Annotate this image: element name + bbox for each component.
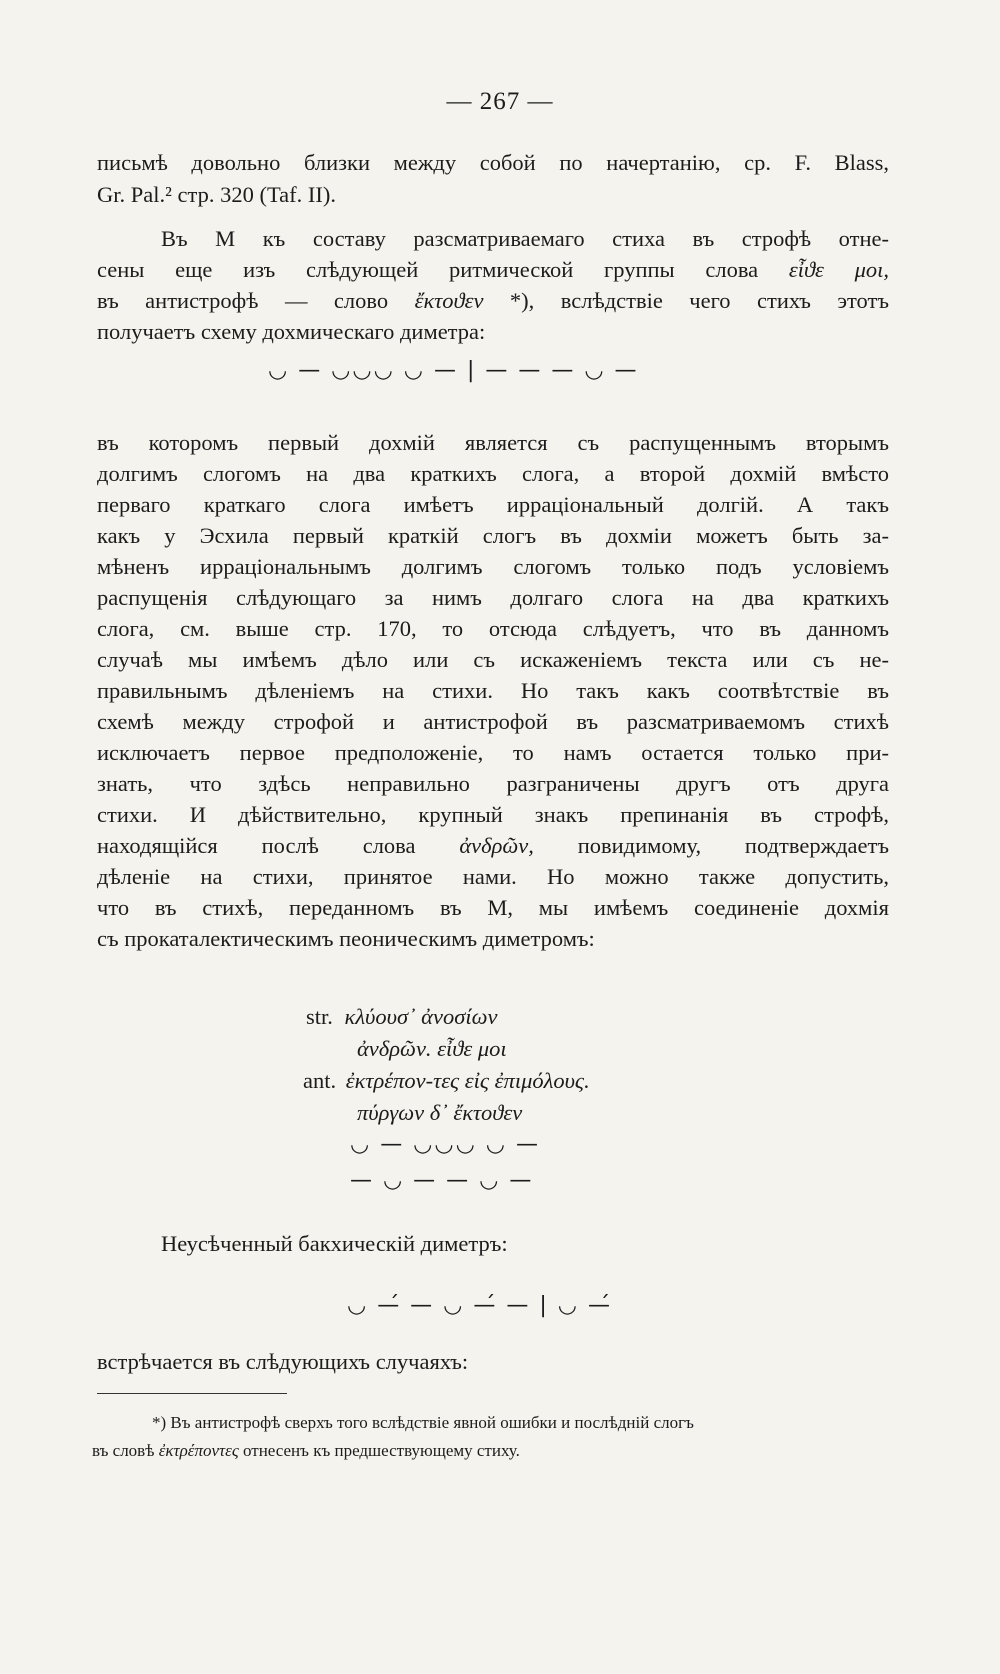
text-line: долгимъ слогомъ на два краткихъ слога, а второй дохмій вмѣсто [97, 461, 889, 486]
greek-word: εἶϑε μοι, [788, 257, 889, 282]
footnote-line: *) Въ антистрофѣ сверхъ того вслѣдствіе явной ошибки и послѣдній слогъ [152, 1413, 694, 1432]
greek-word: ἀνδρῶν, [459, 833, 534, 858]
footnote-rule [97, 1393, 287, 1394]
text-line: что въ стихѣ, переданномъ въ M, мы имѣемъ соединеніе дохмія [97, 895, 889, 920]
text-line: сены еще изъ слѣдующей ритмической группы слова εἶϑε μοι, [97, 257, 889, 282]
page-number: — 267 — [446, 88, 554, 115]
greek-word: ἐκτρέποντες [158, 1441, 239, 1460]
text-line: случаѣ мы имѣемъ дѣло или съ искаженіемъ текста или съ не- [97, 647, 889, 672]
text-line: слога, см. выше стр. 170, то отсюда слѣдуетъ, что въ данномъ [97, 616, 889, 641]
text-line: правильнымъ дѣленіемъ на стихи. Но такъ какъ соотвѣтствіе въ [97, 678, 889, 703]
text-line: встрѣчается въ слѣдующихъ случаяхъ: [97, 1349, 469, 1374]
greek-verse: κλύουσ᾽ ἀνοσίων [344, 1004, 498, 1029]
text-line: какъ у Эсхила первый краткій слогъ въ дохміи можетъ быть за- [97, 523, 889, 548]
verse-antistrophe-line-1 [303, 1068, 590, 1094]
section-heading-bacchic-dimeter [97, 1229, 889, 1259]
metrical-scheme-dochmiac-dimeter: ◡ — ◡◡◡ ◡ — | — — — ◡ — [268, 358, 639, 383]
greek-verse: ἐκτρέπον-τες εἰς ἐπιμόλους. [345, 1068, 590, 1093]
paragraph-dochmiac-scheme [97, 224, 889, 347]
text-line: получаетъ схему дохмическаго диметра: [97, 319, 486, 344]
verse-strophe-line-1 [306, 1004, 497, 1030]
text-line: въ антистрофѣ — слово ἔκτοϑεν *), вслѣдствіе чего стихъ этотъ [97, 288, 889, 313]
paragraph-continuation [97, 148, 889, 210]
text-line: знать, что здѣсь неправильно разграничены другъ отъ друга [97, 771, 889, 796]
text-line: дѣленіе на стихи, принятое нами. Но можно также допустить, [97, 864, 889, 889]
text-line: съ прокаталектическимъ пеоническимъ диметромъ: [97, 926, 595, 951]
paragraph-analysis [97, 428, 889, 954]
footnote [92, 1409, 877, 1465]
footnote-line: въ словѣ ἐκτρέποντες отнесенъ къ предшествующему стиху. [92, 1441, 520, 1460]
text-line: исключаетъ первое предположеніе, то намъ остается только при- [97, 740, 889, 765]
metrical-scheme-paeonic: — ◡ — — ◡ — [350, 1168, 534, 1193]
text-line: Gr. Pal.² стр. 320 (Taf. II). [97, 182, 336, 207]
verse-label-str: str. [306, 1004, 333, 1029]
verse-label-ant: ant. [303, 1068, 337, 1093]
verse-antistrophe-line-2: πύργων δ᾽ ἔκτοϑεν [357, 1100, 523, 1125]
greek-word: ἔκτοϑεν [414, 288, 484, 313]
text-line: письмѣ довольно близки между собой по начертанію, ср. F. Blass, [97, 150, 889, 175]
text-line: Въ M къ составу разсматриваемаго стиха въ строфѣ отне- [161, 226, 889, 251]
text-line: распущенія слѣдующаго за нимъ долгаго слога на два краткихъ [97, 585, 889, 610]
text-line: перваго краткаго слога имѣетъ ирраціональный долгій. А такъ [97, 492, 889, 517]
text-line: стихи. И дѣйствительно, крупный знакъ препинанія въ строфѣ, [97, 802, 889, 827]
text-line: схемѣ между строфой и антистрофой въ разсматриваемомъ стихѣ [97, 709, 889, 734]
text-line: Неусѣченный бакхическій диметръ: [161, 1231, 508, 1256]
metrical-scheme-bacchic-dimeter: ◡ —́ — ◡ —́ — | ◡ —́ [347, 1293, 612, 1318]
text-line: находящійся послѣ слова ἀνδρῶν, повидимому, подтверждаетъ [97, 833, 889, 858]
text-line: въ которомъ первый дохмій является съ распущеннымъ вторымъ [97, 430, 889, 455]
metrical-scheme-dochmius: ◡ — ◡◡◡ ◡ — [350, 1132, 540, 1157]
verse-strophe-line-2: ἀνδρῶν. εἶϑε μοι [357, 1036, 507, 1061]
paragraph-occurrences [97, 1347, 889, 1377]
text-line: мѣненъ ирраціональнымъ долгимъ слогомъ только подъ условіемъ [97, 554, 889, 579]
